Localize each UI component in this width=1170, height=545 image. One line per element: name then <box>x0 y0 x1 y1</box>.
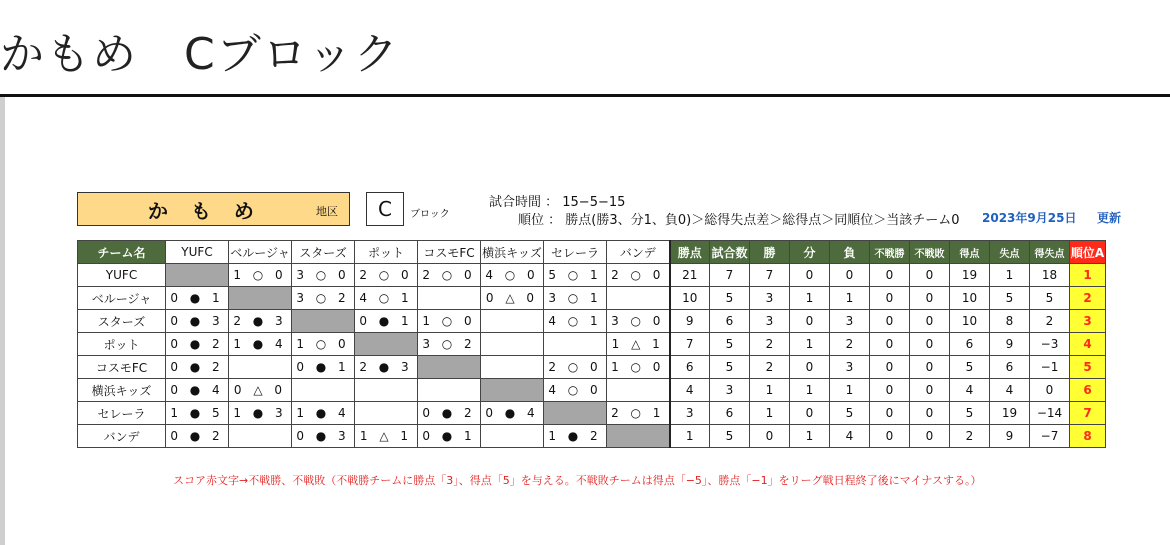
league-team-name: か も め <box>148 199 262 223</box>
self-match-cell <box>292 310 355 333</box>
result-cell: 2 ○ 0 <box>355 264 418 287</box>
page-title: かもめ Cブロック <box>0 29 400 80</box>
league-table <box>77 240 1106 448</box>
self-match-cell <box>355 333 418 356</box>
stat-cell: 0 <box>790 402 830 425</box>
result-cell: 2 ○ 1 <box>607 402 670 425</box>
column-header: ベルージャ <box>229 241 292 264</box>
self-match-cell <box>166 264 229 287</box>
result-cell: 4 ○ 0 <box>544 379 607 402</box>
stat-cell: 5 <box>830 402 870 425</box>
column-header: コスモFC <box>418 241 481 264</box>
column-header: YUFC <box>166 241 229 264</box>
result-cell: 2 ● 3 <box>229 310 292 333</box>
team-name-cell: セレーラ <box>78 402 166 425</box>
column-header: バンデ <box>607 241 670 264</box>
ranking-rule: 順位 ： 勝点(勝3、分1、負0)＞総得失点差＞総得点＞同順位＞当該チーム0 <box>518 213 960 228</box>
stat-cell: 6 <box>710 402 750 425</box>
stat-cell: 0 <box>870 356 910 379</box>
result-cell: 3 ○ 1 <box>544 287 607 310</box>
table-row <box>78 425 1106 448</box>
table-row <box>78 264 1106 287</box>
stat-cell: 1 <box>790 379 830 402</box>
stat-cell: 3 <box>750 310 790 333</box>
result-cell: 0 △ 0 <box>229 379 292 402</box>
stat-cell: 1 <box>670 425 710 448</box>
result-cell: 2 ○ 0 <box>544 356 607 379</box>
result-cell <box>481 333 544 356</box>
stat-cell: 0 <box>910 379 950 402</box>
result-cell <box>355 402 418 425</box>
column-header: 分 <box>790 241 830 264</box>
stat-cell: 1 <box>750 379 790 402</box>
result-cell <box>607 379 670 402</box>
column-header: チーム名 <box>78 241 166 264</box>
stat-cell: 0 <box>870 425 910 448</box>
result-cell: 1 ○ 0 <box>292 333 355 356</box>
result-cell <box>544 333 607 356</box>
result-cell <box>292 379 355 402</box>
stat-cell: 4 <box>830 425 870 448</box>
result-cell <box>229 356 292 379</box>
result-cell <box>418 379 481 402</box>
stat-cell: 1 <box>750 402 790 425</box>
stat-cell: −14 <box>1030 402 1070 425</box>
result-cell: 1 △ 1 <box>355 425 418 448</box>
stat-cell: 3 <box>710 379 750 402</box>
stat-cell: 5 <box>950 356 990 379</box>
stat-cell: 0 <box>1030 379 1070 402</box>
result-cell: 4 ○ 1 <box>544 310 607 333</box>
stat-cell: −7 <box>1030 425 1070 448</box>
self-match-cell <box>544 402 607 425</box>
team-name-cell: バンデ <box>78 425 166 448</box>
stat-cell: 0 <box>910 287 950 310</box>
table-row <box>78 402 1106 425</box>
table-header-row <box>78 241 1106 264</box>
column-header: 不戦勝 <box>870 241 910 264</box>
stat-cell: 8 <box>990 310 1030 333</box>
stat-cell: 10 <box>950 310 990 333</box>
stat-cell: 0 <box>750 425 790 448</box>
column-header: 試合数 <box>710 241 750 264</box>
stat-cell: 21 <box>670 264 710 287</box>
rank-cell: 4 <box>1070 333 1106 356</box>
block-letter: C <box>366 192 404 226</box>
table-row <box>78 379 1106 402</box>
result-cell: 1 △ 1 <box>607 333 670 356</box>
result-cell: 0 ● 4 <box>481 402 544 425</box>
stat-cell: 0 <box>870 379 910 402</box>
stat-cell: −3 <box>1030 333 1070 356</box>
team-name-cell: ポット <box>78 333 166 356</box>
stat-cell: 1 <box>830 287 870 310</box>
result-cell: 1 ○ 0 <box>229 264 292 287</box>
stat-cell: 5 <box>1030 287 1070 310</box>
result-cell: 1 ○ 0 <box>607 356 670 379</box>
result-cell <box>481 310 544 333</box>
stat-cell: 0 <box>790 310 830 333</box>
stat-cell: 2 <box>830 333 870 356</box>
result-cell: 0 ● 4 <box>166 379 229 402</box>
result-cell: 4 ○ 1 <box>355 287 418 310</box>
result-cell: 0 ● 3 <box>166 310 229 333</box>
stat-cell: 3 <box>830 310 870 333</box>
stat-cell: 7 <box>670 333 710 356</box>
stat-cell: 3 <box>750 287 790 310</box>
stat-cell: 5 <box>990 287 1030 310</box>
stat-cell: 0 <box>910 356 950 379</box>
stat-cell: 0 <box>870 287 910 310</box>
result-cell: 0 ● 2 <box>166 425 229 448</box>
column-header: 横浜キッズ <box>481 241 544 264</box>
stat-cell: 0 <box>910 264 950 287</box>
table-row <box>78 333 1106 356</box>
team-name-cell: スターズ <box>78 310 166 333</box>
result-cell: 1 ● 3 <box>229 402 292 425</box>
stat-cell: 5 <box>710 287 750 310</box>
stat-cell: 18 <box>1030 264 1070 287</box>
stat-cell: 0 <box>870 333 910 356</box>
team-name-cell: YUFC <box>78 264 166 287</box>
stat-cell: 4 <box>950 379 990 402</box>
stat-cell: 0 <box>870 310 910 333</box>
column-header: ポット <box>355 241 418 264</box>
rank-cell: 2 <box>1070 287 1106 310</box>
stat-cell: 0 <box>830 264 870 287</box>
stat-cell: 1 <box>990 264 1030 287</box>
self-match-cell <box>607 425 670 448</box>
result-cell <box>355 379 418 402</box>
result-cell: 0 ● 1 <box>418 425 481 448</box>
stat-cell: 0 <box>910 425 950 448</box>
stat-cell: 2 <box>950 425 990 448</box>
stat-cell: 19 <box>990 402 1030 425</box>
team-name-cell: ベルージャ <box>78 287 166 310</box>
team-name-box <box>77 192 350 226</box>
stat-cell: 0 <box>910 402 950 425</box>
stat-cell: 7 <box>710 264 750 287</box>
result-cell: 2 ● 3 <box>355 356 418 379</box>
stat-cell: 0 <box>870 264 910 287</box>
stat-cell: 6 <box>710 310 750 333</box>
stat-cell: 2 <box>750 356 790 379</box>
stat-cell: 5 <box>950 402 990 425</box>
result-cell: 0 ● 2 <box>166 333 229 356</box>
update-label: 更新 <box>1097 211 1122 225</box>
result-cell: 0 ● 1 <box>292 356 355 379</box>
result-cell <box>481 356 544 379</box>
result-cell: 0 ● 2 <box>166 356 229 379</box>
result-cell: 0 ● 1 <box>355 310 418 333</box>
block-label: ブロック <box>410 209 450 220</box>
stat-cell: 2 <box>750 333 790 356</box>
column-header: 得失点 <box>1030 241 1070 264</box>
stat-cell: 1 <box>830 379 870 402</box>
rank-cell: 7 <box>1070 402 1106 425</box>
rank-cell: 1 <box>1070 264 1106 287</box>
result-cell: 0 ● 1 <box>166 287 229 310</box>
result-cell: 0 ● 2 <box>418 402 481 425</box>
column-header: 順位A <box>1070 241 1106 264</box>
match-time: 試合時間 ： 15−5−15 <box>489 195 626 210</box>
update-date: 2023年9月25日 <box>982 211 1077 225</box>
stat-cell: 3 <box>830 356 870 379</box>
stat-cell: −1 <box>1030 356 1070 379</box>
stat-cell: 10 <box>670 287 710 310</box>
self-match-cell <box>481 379 544 402</box>
team-name-cell: コスモFC <box>78 356 166 379</box>
result-cell: 1 ● 4 <box>292 402 355 425</box>
result-cell <box>229 425 292 448</box>
result-cell: 3 ○ 0 <box>292 264 355 287</box>
result-cell: 3 ○ 2 <box>418 333 481 356</box>
stat-cell: 6 <box>950 333 990 356</box>
stat-cell: 10 <box>950 287 990 310</box>
stat-cell: 5 <box>710 425 750 448</box>
column-header: セレーラ <box>544 241 607 264</box>
stat-cell: 1 <box>790 287 830 310</box>
column-header: スターズ <box>292 241 355 264</box>
stat-cell: 1 <box>790 425 830 448</box>
result-cell: 1 ○ 0 <box>418 310 481 333</box>
stat-cell: 9 <box>990 425 1030 448</box>
result-cell <box>418 287 481 310</box>
column-header: 失点 <box>990 241 1030 264</box>
result-cell: 0 ● 3 <box>292 425 355 448</box>
result-cell: 2 ○ 0 <box>607 264 670 287</box>
stat-cell: 9 <box>990 333 1030 356</box>
stat-cell: 5 <box>710 333 750 356</box>
result-cell: 1 ● 4 <box>229 333 292 356</box>
stat-cell: 0 <box>790 264 830 287</box>
table-row <box>78 287 1106 310</box>
footnote: スコア赤文字→不戦勝、不戦敗（不戦勝チームに勝点「3」、得点「5」を与える。不戦敗チームは得点「−5」、勝点「−1」をリーグ戦日程終了後にマイナスする。） <box>173 474 982 487</box>
result-cell: 5 ○ 1 <box>544 264 607 287</box>
rank-cell: 5 <box>1070 356 1106 379</box>
stat-cell: 0 <box>870 402 910 425</box>
table-body <box>78 264 1106 448</box>
table-row <box>78 310 1106 333</box>
result-cell: 2 ○ 0 <box>418 264 481 287</box>
result-cell: 0 △ 0 <box>481 287 544 310</box>
column-header: 勝点 <box>670 241 710 264</box>
result-cell: 4 ○ 0 <box>481 264 544 287</box>
stat-cell: 6 <box>670 356 710 379</box>
result-cell <box>481 425 544 448</box>
stat-cell: 19 <box>950 264 990 287</box>
result-cell: 3 ○ 2 <box>292 287 355 310</box>
result-cell <box>607 287 670 310</box>
team-name-cell: 横浜キッズ <box>78 379 166 402</box>
stat-cell: 1 <box>790 333 830 356</box>
stat-cell: 0 <box>910 310 950 333</box>
stat-cell: 0 <box>910 333 950 356</box>
self-match-cell <box>418 356 481 379</box>
table-row <box>78 356 1106 379</box>
stat-cell: 5 <box>710 356 750 379</box>
rank-cell: 8 <box>1070 425 1106 448</box>
district-label: 地区 <box>316 205 338 218</box>
stat-cell: 6 <box>990 356 1030 379</box>
stat-cell: 4 <box>990 379 1030 402</box>
column-header: 勝 <box>750 241 790 264</box>
stat-cell: 3 <box>670 402 710 425</box>
stat-cell: 0 <box>790 356 830 379</box>
rank-cell: 6 <box>1070 379 1106 402</box>
result-cell: 3 ○ 0 <box>607 310 670 333</box>
column-header: 得点 <box>950 241 990 264</box>
stat-cell: 4 <box>670 379 710 402</box>
rank-cell: 3 <box>1070 310 1106 333</box>
self-match-cell <box>229 287 292 310</box>
stat-cell: 9 <box>670 310 710 333</box>
result-cell: 1 ● 5 <box>166 402 229 425</box>
result-cell: 1 ● 2 <box>544 425 607 448</box>
column-header: 不戦敗 <box>910 241 950 264</box>
column-header: 負 <box>830 241 870 264</box>
stat-cell: 2 <box>1030 310 1070 333</box>
stat-cell: 7 <box>750 264 790 287</box>
